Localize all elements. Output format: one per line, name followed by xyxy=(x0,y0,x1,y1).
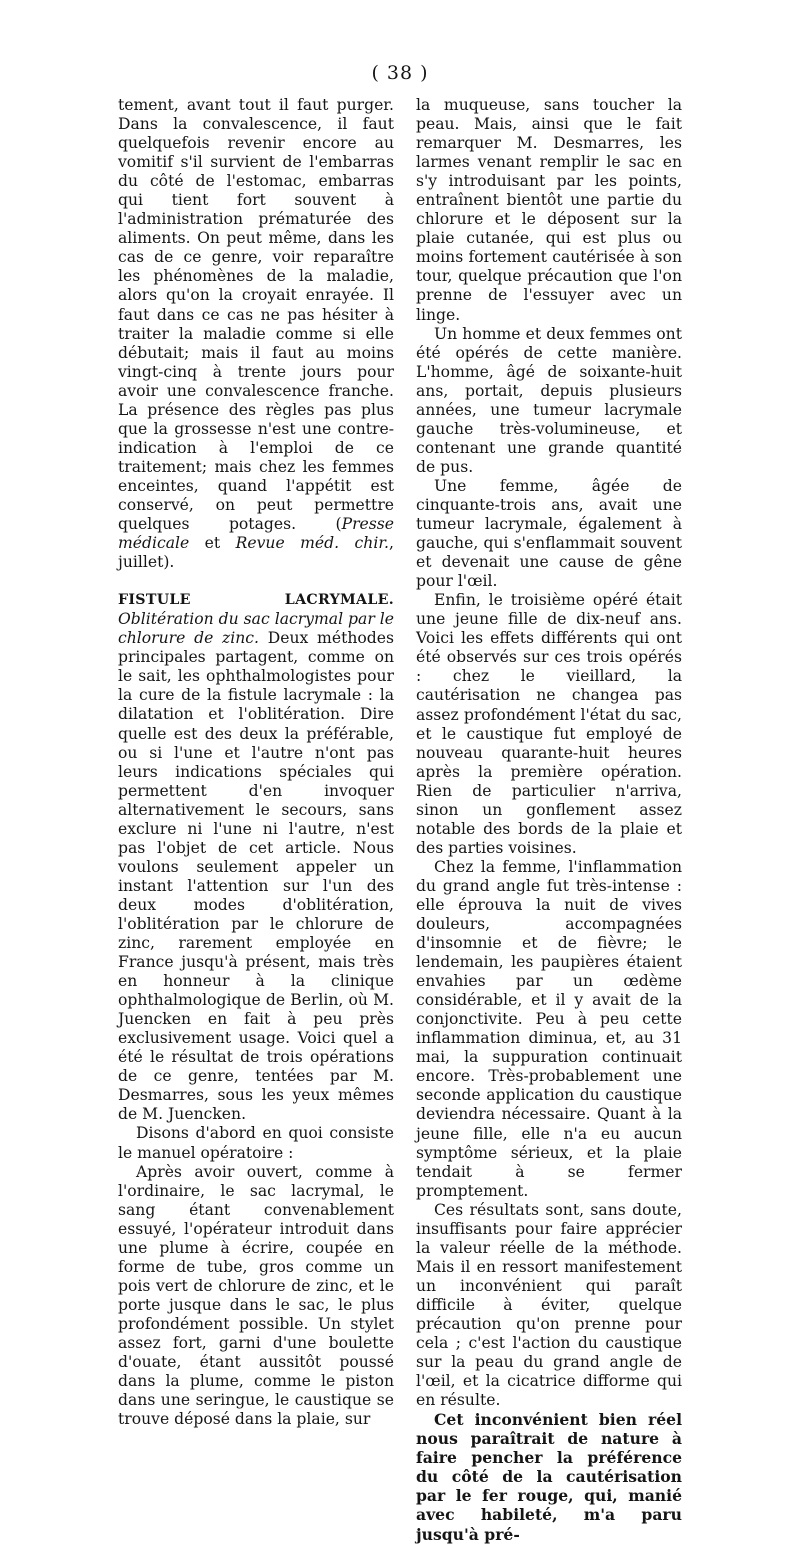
paragraph: Chez la femme, l'inflammation du grand angle fut très-intense : elle éprouva la nuit de vives douleurs, accompagnées d'insomnie et de fièvre; le lendemain, les paupières étaient envahies par un œdème considérable, et il y avait de la conjonctivite. Peu à peu cette inflammation diminua, et, au 31 mai, la suppuration continuait encore. Très-probablement une seconde application du caustique deviendra nécessaire. Quant à la jeune fille, elle n'a eu aucun symptôme sérieux, et la plaie tendait à se fermer promptement. xyxy=(416,857,682,1200)
section-heading: FISTULE LACRYMALE. xyxy=(118,592,394,609)
section-subtitle: Oblitération du sac lacrymal par le chlorure de zinc. xyxy=(118,610,394,648)
paragraph: Enfin, le troisième opéré était une jeune fille de dix-neuf ans. Voici les effets différents qui ont été observés sur ces trois opérés : chez le vieillard, la cautérisation ne changea pas assez profondément l'état du sac, et le caustique fut employé de nouveau quarante-huit heures après la première opération. Rien de particulier n'arriva, sinon un gonflement assez notable des bords de la plaie et des parties voisines. xyxy=(416,591,682,857)
paragraph: Un homme et deux femmes ont été opérés de cette manière. L'homme, âgé de soixante-huit ans, portait, depuis plusieurs années, une tumeur lacrymale gauche très-volumineuse, et contenant une grande quantité de pus. xyxy=(416,324,682,476)
paragraph: Ces résultats sont, sans doute, insuffisants pour faire apprécier la valeur réelle de la méthode. Mais il en ressort manifestement un inconvénient qui paraît difficile à éviter, quelque précaution qu'on prenne pour cela ; c'est l'action du caustique sur la peau du grand angle de l'œil, et la cicatrice difforme qui en résulte. xyxy=(416,1200,682,1410)
paragraph: Une femme, âgée de cinquante-trois ans, avait une tumeur lacrymale, également à gauche, qui s'enflammait souvent et devenait une cause de gêne pour l'œil. xyxy=(416,476,682,591)
citation-source: Revue méd. chir. xyxy=(235,534,390,553)
citation-source: Presse médicale xyxy=(118,515,394,553)
paragraph-text: Deux méthodes principales partagent, comme on le sait, les ophthalmologistes pour la cure de la fistule lacrymale : la dilatation et l'oblitération. Dire quelle est des deux la préférable, ou si l'une et l'autre n'ont pas leurs indications spéciales qui permettent d'en invoquer alternativement le secours, sans exclure ni l'une ni l'autre, n'est pas l'objet de cet article. Nous voulons seulement appeler un instant l'attention sur l'un des deux modes d'oblitération, l'oblitération par le chlorure de zinc, rarement employée en France jusqu'à présent, mais très en honneur à la clinique ophthalmologique de Berlin, où M. Juencken en fait à peu près exclusivement usage. Voici quel a été le résultat de trois opérations de ce genre, tentées par M. Desmarres, sous les yeux mêmes de M. Juencken. xyxy=(118,629,394,1124)
paragraph: la muqueuse, sans toucher la peau. Mais, ainsi que le fait remarquer M. Desmarres, les larmes venant remplir le sac en s'y introduisant par les points, entraînent bientôt une partie du chlorure et le déposent sur la plaie cutanée, qui est plus ou moins fortement cautérisée à son tour, quelque précaution que l'on prenne de l'essuyer avec un linge. xyxy=(416,96,682,324)
paragraph-text: , juillet). xyxy=(118,534,394,572)
paragraph: Disons d'abord en quoi consiste le manuel opératoire : xyxy=(118,1124,394,1162)
page-number: ( 38 ) xyxy=(371,62,429,84)
paragraph-text: et xyxy=(189,534,236,553)
left-column xyxy=(118,96,394,1429)
paragraph xyxy=(118,96,394,572)
right-column xyxy=(416,96,682,1544)
paragraph: Cet inconvénient bien réel nous paraîtrait de nature à faire pencher la préférence du côté de la cautérisation par le fer rouge, qui, manié avec habileté, m'a paru jusqu'à pré- xyxy=(416,1410,682,1544)
paragraph: Après avoir ouvert, comme à l'ordinaire, le sac lacrymal, le sang étant convenablement essuyé, l'opérateur introduit dans une plume à écrire, coupée en forme de tube, gros comme un pois vert de chlorure de zinc, et le porte jusque dans le sac, le plus profondément possible. Un stylet assez fort, garni d'une boulette d'ouate, étant aussitôt poussé dans la plume, comme le piston dans une seringue, le caustique se trouve déposé dans la plaie, sur xyxy=(118,1162,394,1429)
paragraph-text: tement, avant tout il faut purger. Dans la convalescence, il faut quelquefois revenir encore au vomitif s'il survient de l'embarras du côté de l'estomac, embarras qui tient fort souvent à l'administration prématurée des aliments. On peut même, dans les cas de ce genre, voir reparaître les phénomènes de la maladie, alors qu'on la croyait enrayée. Il faut dans ce cas ne pas hésiter à traiter la maladie comme si elle débutait; mais il faut au moins vingt-cinq à trente jours pour avoir une convalescence franche. La présence des règles pas plus que la grossesse n'est une contre-indication à l'emploi de ce traitement; mais chez les femmes enceintes, quand l'appétit est conservé, on peut permettre quelques potages. ( xyxy=(118,96,394,534)
section-fistule-lacrymale xyxy=(118,590,394,1124)
